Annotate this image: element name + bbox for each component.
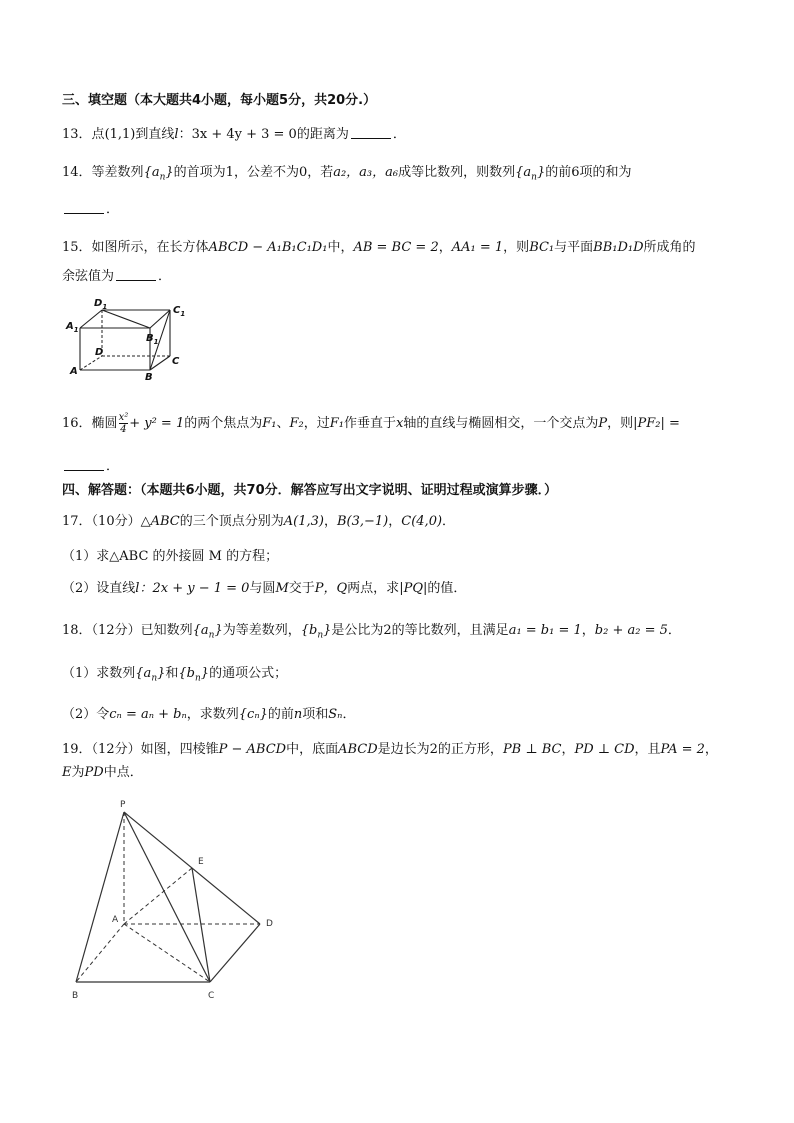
question-16: [62, 412, 680, 435]
question-14: [62, 164, 632, 187]
q18-sub2-n: n: [293, 707, 303, 722]
q19-score: （12分）: [91, 742, 141, 757]
q18-sub-1: [62, 665, 287, 688]
cuboid-label-d: D: [95, 347, 104, 358]
q19-e: E: [62, 765, 72, 780]
q15-text-c: ，则: [503, 240, 530, 255]
q19-text-c: 是边长为2的正方形，: [377, 742, 503, 757]
q14-seq-2: $\{a_n\}$: [515, 165, 546, 183]
q16-text-f: ，则: [607, 416, 634, 431]
q15-plane: BB₁D₁D: [593, 240, 644, 255]
q18-sub2-d: 项和: [302, 707, 329, 722]
q15-line-2: [62, 268, 171, 286]
q16-answer-line: [62, 458, 119, 476]
cuboid-label-a: A: [70, 366, 78, 377]
q18-cond1: a₁ = b₁ = 1: [508, 623, 582, 638]
q16-text-a: 椭圆: [91, 416, 118, 431]
question-13: [62, 126, 406, 144]
q13-text-c: 的距离为: [296, 127, 349, 142]
q15-text-d: 与平面: [554, 240, 594, 255]
q17-sub2-d: 两点，求: [347, 581, 400, 596]
pyramid-figure: [60, 798, 280, 1008]
q16-f1: F₁: [262, 416, 277, 431]
q18-text-b: 为等差数列，: [222, 623, 301, 638]
q16-frac-num: x²: [118, 412, 129, 423]
q17-point-c: C(4,0): [401, 514, 443, 529]
q14-answer-blank: [64, 201, 104, 214]
q15-cond1: AB = BC = 2: [353, 240, 439, 255]
q17-sub-1: （1）求△ABC 的外接圆 M 的方程；: [62, 549, 279, 564]
q19-text-b: 中，底面: [286, 742, 339, 757]
cuboid-label-b: B: [145, 372, 153, 383]
q17-text-b: 的三个顶点分别为: [179, 514, 284, 529]
q19-cond3: PA = 2: [660, 742, 705, 757]
q17-point-a: A(1,3): [283, 514, 324, 529]
q14-end: ．: [106, 202, 120, 217]
question-15: 15．如图所示，在长方体ABCD − A₁B₁C₁D₁中，AB = BC = 2，AA₁ = 1，则BC₁与平面BB₁D₁D所成角的: [62, 240, 696, 255]
q19-line-2: [62, 764, 143, 782]
q18-sub2-cn: {cₙ}: [238, 707, 268, 722]
q18-sub2-c: 的前: [267, 707, 294, 722]
pyramid-label-e: E: [198, 857, 204, 867]
cuboid-figure: [60, 296, 200, 382]
q15-text-a: 如图所示，在长方体: [91, 240, 209, 255]
q17-sub2-abs: |PQ|: [399, 581, 428, 596]
q13-text-b: 到直线: [135, 127, 175, 142]
section-4-heading: 四、解答题：（本题共6小题，共70分．解答应写出文字说明、证明过程或演算步骤．）: [62, 483, 558, 498]
q18-sub1-bn: $\{b_n\}$: [178, 666, 210, 684]
q16-f2: F₂: [289, 416, 304, 431]
q17-sub2-c: 交于: [288, 581, 315, 596]
q13-answer-blank: [351, 126, 391, 139]
q14-terms: a₂，a₃，a₆: [333, 165, 399, 180]
q15-text-f: 余弦值为: [62, 269, 115, 284]
q16-text-b: 的两个焦点为: [184, 416, 263, 431]
q17-sub2-b: 与圆: [249, 581, 276, 596]
q13-end: ．: [392, 127, 406, 142]
q17-point-b: B(3,−1): [336, 514, 389, 529]
q14-number: 14．: [62, 165, 92, 180]
q15-number: 15．: [62, 240, 92, 255]
q18-sub2-sn: Sₙ: [328, 707, 343, 722]
q16-fraction: [119, 412, 129, 435]
q16-abs: |PF₂| =: [633, 416, 680, 431]
q16-text-d: 作垂直于: [343, 416, 396, 431]
q13-point: (1,1): [104, 127, 136, 142]
q16-text-e: 轴的直线与椭圆相交，一个交点为: [403, 416, 599, 431]
q18-sub1-an: $\{a_n\}$: [135, 666, 166, 684]
question-19: 19．（12分）如图，四棱锥P − ABCD中，底面ABCD是边长为2的正方形，PB ⊥ BC，PD ⊥ CD，且PA = 2，: [62, 742, 718, 757]
q19-base: ABCD: [338, 742, 378, 757]
q17-sub2-m: M: [275, 581, 289, 596]
cuboid-label-c1: $C_1$: [173, 305, 186, 318]
q19-line2-a: 为: [71, 765, 85, 780]
cuboid-label-d1: $D_1$: [94, 298, 108, 311]
q18-score: （12分）: [91, 623, 141, 638]
q14-text-a: 等差数列: [91, 165, 144, 180]
q19-pd: PD: [84, 765, 104, 780]
q13-text-a: 点: [91, 127, 105, 142]
q17-score: （10分）: [91, 514, 141, 529]
section-3-heading: 三、填空题（本大题共4小题，每小题5分，共20分.）: [62, 93, 377, 108]
question-18: 18．（12分）已知数列$\{a_n\}$为等差数列，$\{b_n\}$是公比为2的等比数列，且满足a₁ = b₁ = 1，b₂ + a₂ = 5．: [62, 623, 681, 641]
q18-text-c: 是公比为2的等比数列，且满足: [331, 623, 509, 638]
q16-answer-blank: [64, 458, 104, 471]
cuboid-label-c: C: [172, 356, 180, 367]
q17-sub2-e: 的值．: [427, 581, 467, 596]
q14-text-c: 成等比数列，则数列: [398, 165, 516, 180]
q17-sub2-eq: ：2x + y − 1 = 0: [139, 581, 250, 596]
q17-number: 17．: [62, 514, 92, 529]
q17-triangle: △ABC: [140, 514, 180, 529]
q13-equation: ：3x + 4y + 3 = 0: [178, 127, 297, 142]
question-17: 17．（10分）△ABC的三个顶点分别为A(1,3)，B(3,−1)，C(4,0)．: [62, 514, 456, 529]
pyramid-label-c: C: [208, 991, 215, 1001]
q18-sub1-c: 的通项公式；: [209, 666, 288, 681]
pyramid-label-b: B: [72, 991, 79, 1001]
q15-cond2: AA₁ = 1: [451, 240, 504, 255]
q17-end: ．: [442, 514, 456, 529]
q19-number: 19．: [62, 742, 92, 757]
q18-sub1-a: （1）求数列: [62, 666, 136, 681]
q15-end: ．: [158, 269, 172, 284]
q18-sub2-a: （2）令: [62, 707, 110, 722]
pyramid-label-p: P: [120, 800, 126, 810]
q18-text-a: 已知数列: [140, 623, 193, 638]
q16-number: 16．: [62, 416, 92, 431]
q18-bn: $\{b_n\}$: [300, 623, 332, 641]
q15-answer-blank: [116, 268, 156, 281]
q17-sub2-line: l: [135, 581, 140, 596]
q18-number: 18．: [62, 623, 92, 638]
q18-end: ．: [667, 623, 681, 638]
q16-f1-b: F₁: [329, 416, 344, 431]
q17-sub-2: [62, 580, 466, 598]
q15-text-b: 中，: [327, 240, 354, 255]
q19-solid: P − ABCD: [218, 742, 287, 757]
q16-eq-rest: + y² = 1: [129, 416, 185, 431]
q16-p: P: [598, 416, 608, 431]
q14-text-b: 的首项为1，公差不为0，若: [173, 165, 334, 180]
q18-sub2-end: ．: [342, 707, 356, 722]
q19-text-a: 如图，四棱锥: [140, 742, 219, 757]
pyramid-label-d: D: [266, 919, 273, 929]
q16-frac-den: 4: [120, 424, 127, 435]
q17-sub2-a: （2）设直线: [62, 581, 136, 596]
q19-cond2: PD ⊥ CD: [574, 742, 635, 757]
q13-number: 13．: [62, 127, 92, 142]
q15-solid: ABCD − A₁B₁C₁D₁: [208, 240, 328, 255]
q16-text-c: ，过: [303, 416, 330, 431]
q17-sub2-pq: P，Q: [314, 581, 348, 596]
q19-cond1: PB ⊥ BC: [502, 742, 562, 757]
q18-sub2-eq: cₙ = aₙ + bₙ: [109, 707, 187, 722]
q14-seq: $\{a_n\}$: [143, 165, 174, 183]
q14-answer-line: [62, 201, 119, 219]
q16-sep: 、: [276, 416, 290, 431]
q18-sub-2: [62, 706, 355, 724]
pyramid-label-a: A: [112, 915, 119, 925]
q18-sub1-b: 和: [165, 666, 179, 681]
cuboid-label-a1: $A_1$: [66, 321, 79, 334]
q19-text-e: ，: [704, 742, 718, 757]
q16-end: ．: [106, 459, 120, 474]
q14-text-d: 的前6项的和为: [545, 165, 632, 180]
q16-xaxis: x: [396, 416, 404, 431]
q13-line-name: l: [174, 127, 179, 142]
q19-line2-b: 中点．: [103, 765, 143, 780]
q15-edge: BC₁: [529, 240, 555, 255]
q15-text-e: 所成角的: [643, 240, 696, 255]
cuboid-label-b1: $B_1$: [146, 333, 159, 346]
q18-sub2-b: ，求数列: [186, 707, 239, 722]
q18-cond2: b₂ + a₂ = 5: [594, 623, 668, 638]
q19-text-d: ，且: [634, 742, 661, 757]
q18-an: $\{a_n\}$: [192, 623, 223, 641]
